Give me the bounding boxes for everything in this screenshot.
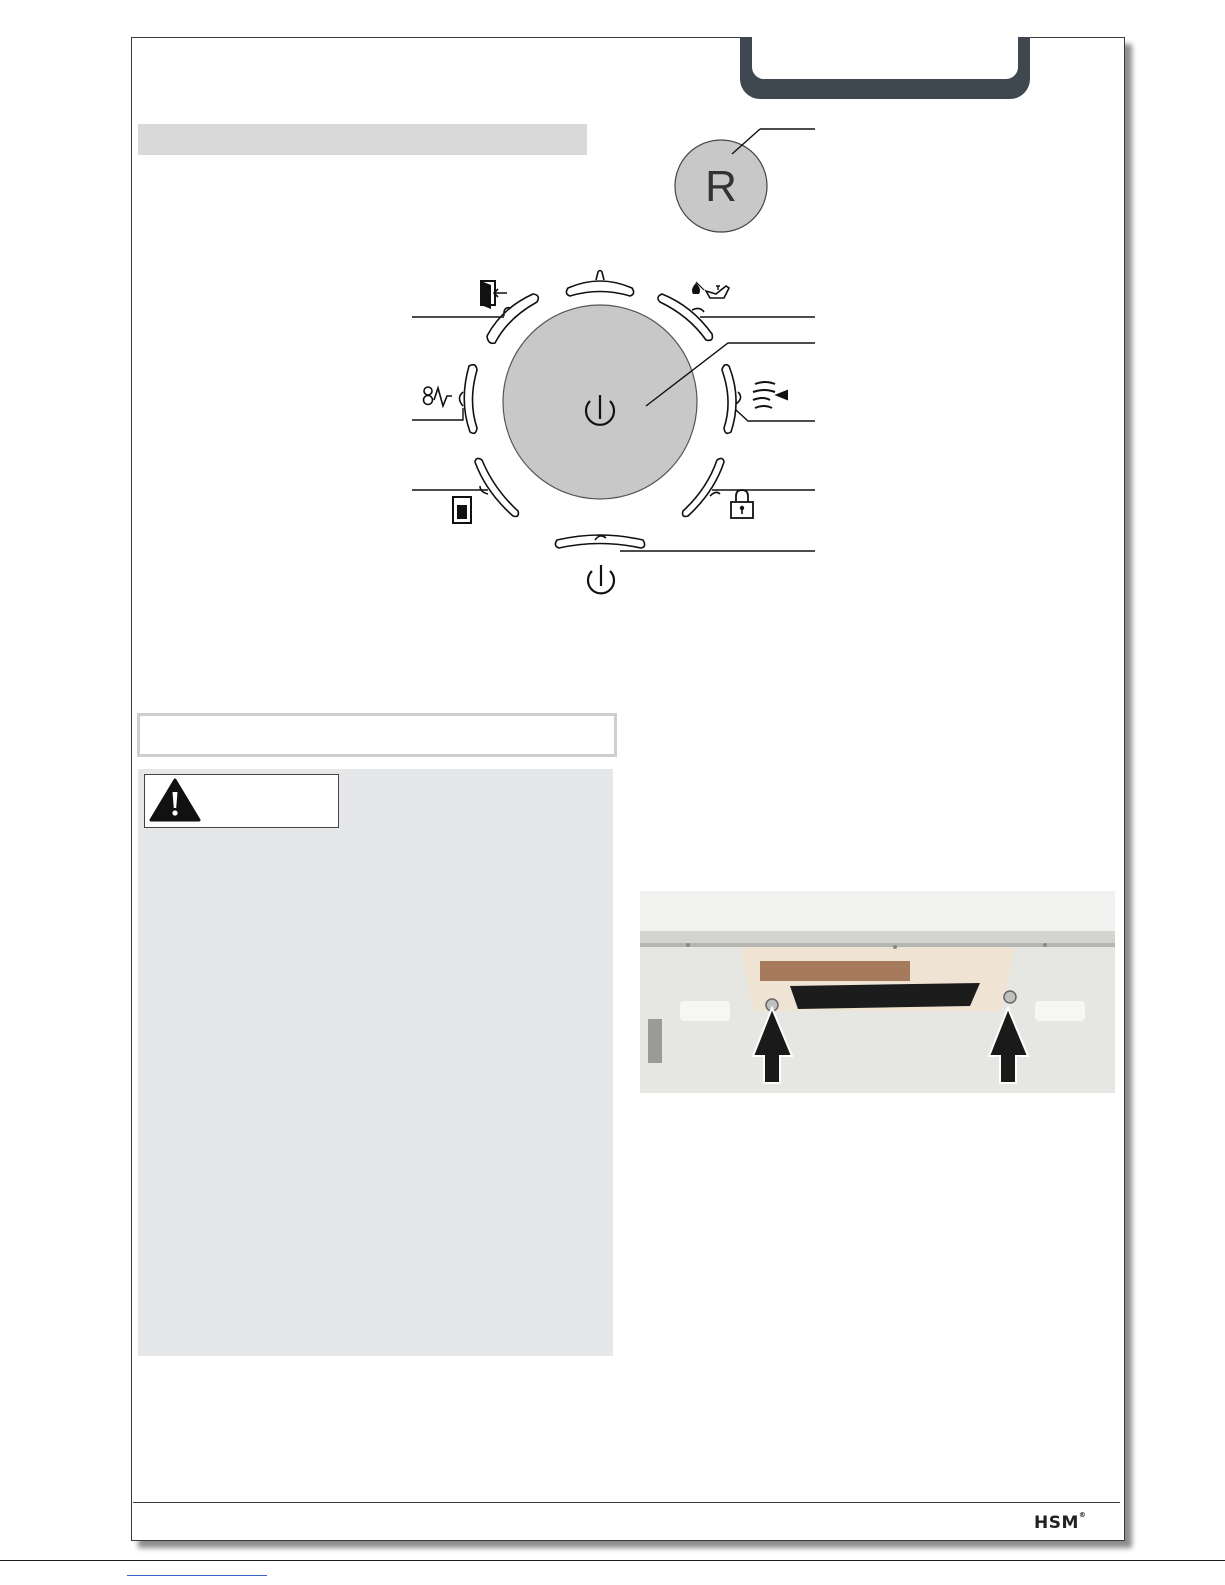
brand-logo — [1034, 1513, 1086, 1533]
oil-can-icon — [692, 282, 729, 298]
lamp-motor — [460, 365, 478, 434]
reset-button — [675, 140, 767, 232]
lamp-bin — [475, 458, 518, 516]
section-heading-box — [137, 713, 617, 757]
lamp-airflow — [722, 365, 741, 434]
link-underline[interactable] — [127, 1575, 267, 1576]
brand-logo-mark: ® — [1078, 1511, 1087, 1519]
callout-airflow — [736, 410, 815, 421]
control-panel-diagram — [0, 0, 1225, 700]
warning-panel — [138, 769, 613, 1356]
main-power-button — [503, 305, 697, 499]
warning-triangle-icon — [149, 777, 201, 823]
door-open-icon — [481, 281, 507, 309]
lamp-power — [555, 535, 644, 548]
callout-motor — [412, 408, 463, 420]
footer-rule — [133, 1502, 1120, 1503]
motor-fault-icon — [424, 387, 453, 406]
bottom-rule — [0, 1560, 1225, 1561]
lamp-top — [566, 271, 633, 297]
power-icon — [588, 565, 614, 593]
photo-mounting-screws — [640, 891, 1115, 1093]
lamp-lock — [683, 458, 724, 516]
lock-icon — [731, 490, 753, 518]
bin-full-icon — [453, 497, 471, 523]
reset-button-label: R — [705, 162, 737, 211]
airflow-icon — [753, 382, 787, 408]
brand-logo-text: HSM — [1034, 1513, 1079, 1533]
